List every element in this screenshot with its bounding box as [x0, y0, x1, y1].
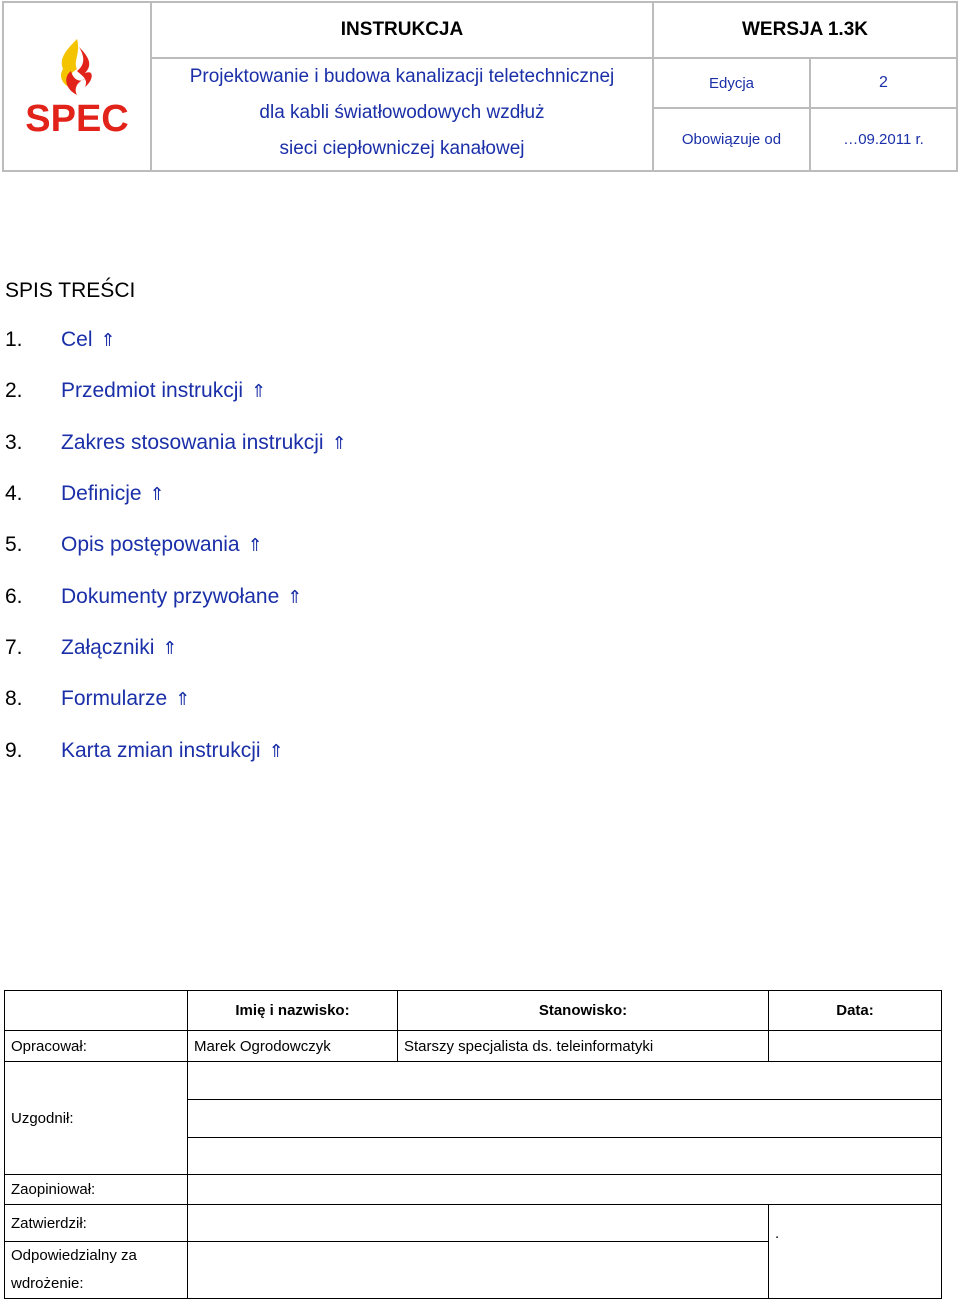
toc-item-8[interactable]: 8. Formularze ⇑	[5, 687, 191, 710]
project-title	[152, 59, 652, 170]
prepared-label: Opracował:	[5, 1031, 188, 1062]
up-arrow-icon[interactable]: ⇑	[268, 741, 284, 762]
toc-item-9[interactable]: 9. Karta zmian instrukcji ⇑	[5, 739, 284, 762]
project-line-1: Projektowanie i budowa kanalizacji teletechnicznej	[189, 66, 615, 87]
up-arrow-icon[interactable]: ⇑	[175, 689, 191, 710]
header-position: Stanowisko:	[398, 991, 769, 1031]
logo-wordmark: SPEC	[25, 97, 129, 137]
project-line-3: sieci ciepłowniczej kanałowej	[279, 138, 525, 159]
up-arrow-icon[interactable]: ⇑	[251, 381, 267, 402]
agreed-label: Uzgodnił:	[5, 1062, 188, 1175]
up-arrow-icon[interactable]: ⇑	[162, 638, 178, 659]
agreed-row-3	[188, 1138, 942, 1175]
prepared-date	[769, 1031, 942, 1062]
spec-logo	[4, 3, 150, 170]
effective-label: Obowiązuje od	[681, 131, 782, 148]
approved-date: .	[769, 1205, 942, 1299]
approved-row	[188, 1205, 769, 1242]
toc-link[interactable]: Cel	[61, 328, 93, 351]
document-header	[2, 1, 958, 172]
header-date: Data:	[769, 991, 942, 1031]
up-arrow-icon[interactable]: ⇑	[100, 330, 116, 351]
reviewed-label: Zaopiniował:	[5, 1175, 188, 1205]
responsible-label: Odpowiedzialny za wdrożenie:	[5, 1242, 188, 1299]
signoff-table	[4, 990, 942, 1299]
toc-link[interactable]: Zakres stosowania instrukcji	[61, 431, 324, 454]
up-arrow-icon[interactable]: ⇑	[247, 535, 263, 556]
toc-link[interactable]: Przedmiot instrukcji	[61, 379, 244, 402]
toc-link[interactable]: Karta zmian instrukcji	[61, 739, 261, 762]
toc-item-5[interactable]: 5. Opis postępowania ⇑	[5, 533, 263, 556]
doc-version: WERSJA 1.3K	[742, 19, 868, 40]
up-arrow-icon[interactable]: ⇑	[287, 587, 303, 608]
reviewed-row	[188, 1175, 942, 1205]
approved-label: Zatwierdził:	[5, 1205, 188, 1242]
project-line-2: dla kabli światłowodowych wzdłuż	[259, 102, 545, 123]
toc-link[interactable]: Załączniki	[61, 636, 155, 659]
toc-link[interactable]: Definicje	[61, 482, 142, 505]
prepared-name: Marek Ogrodowczyk	[188, 1031, 398, 1062]
toc-item-1[interactable]: 1. Cel ⇑	[5, 328, 116, 351]
edition-label: Edycja	[708, 74, 755, 92]
header-name: Imię i nazwisko:	[188, 991, 398, 1031]
up-arrow-icon[interactable]: ⇑	[331, 433, 347, 454]
edition-value: 2	[879, 74, 888, 91]
responsible-row	[188, 1242, 769, 1299]
flame-icon	[15, 37, 139, 137]
toc-item-3[interactable]: 3. Zakres stosowania instrukcji ⇑	[5, 431, 347, 454]
toc-link[interactable]: Formularze	[61, 687, 168, 710]
toc-item-2[interactable]: 2. Przedmiot instrukcji ⇑	[5, 379, 267, 402]
agreed-row-1	[188, 1062, 942, 1100]
doc-type: INSTRUKCJA	[340, 19, 464, 40]
effective-value: …09.2011 r.	[843, 131, 924, 148]
toc-link[interactable]: Opis postępowania	[61, 533, 240, 556]
prepared-position: Starszy specjalista ds. teleinformatyki	[398, 1031, 769, 1062]
toc-item-6[interactable]: 6. Dokumenty przywołane ⇑	[5, 585, 303, 608]
up-arrow-icon[interactable]: ⇑	[149, 484, 165, 505]
agreed-row-2	[188, 1100, 942, 1138]
empty-header-cell	[5, 991, 188, 1031]
toc-title: SPIS TREŚCI	[5, 279, 136, 302]
toc-item-7[interactable]: 7. Załączniki ⇑	[5, 636, 178, 659]
toc-link[interactable]: Dokumenty przywołane	[61, 585, 280, 608]
toc-item-4[interactable]: 4. Definicje ⇑	[5, 482, 165, 505]
